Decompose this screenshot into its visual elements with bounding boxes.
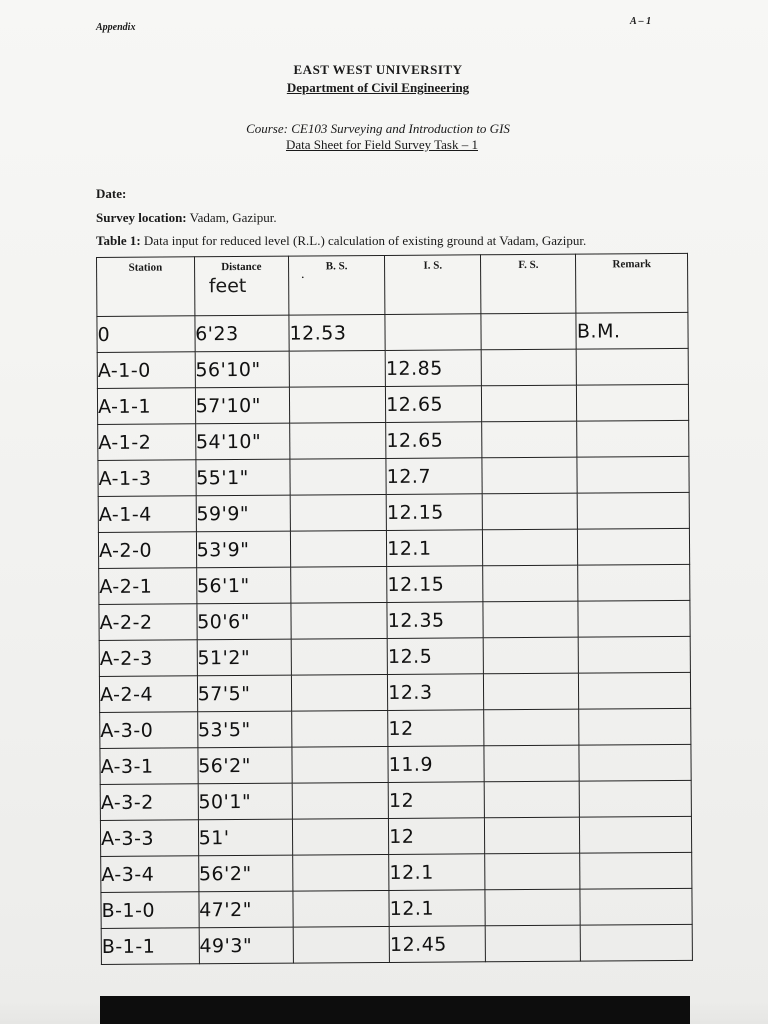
survey-location xyxy=(96,210,277,226)
cell-is xyxy=(387,530,483,567)
appendix-label: Appendix xyxy=(96,22,136,33)
bs-mark: · xyxy=(301,272,305,284)
cell-fs xyxy=(481,349,576,386)
table-row xyxy=(97,384,688,424)
cell-fs xyxy=(482,493,577,530)
cell-distance xyxy=(196,531,291,568)
cell-bs xyxy=(293,890,389,927)
cell-remark xyxy=(578,492,690,529)
cell-is-value: 12.1 xyxy=(389,897,435,920)
cell-distance xyxy=(198,747,293,784)
table-row xyxy=(100,744,691,784)
cell-station xyxy=(98,460,196,497)
cell-bs xyxy=(291,638,387,675)
cell-station xyxy=(99,568,197,605)
cell-station-value: A-2-0 xyxy=(98,539,153,562)
cell-is xyxy=(388,782,484,819)
cell-bs xyxy=(291,602,387,639)
cell-station-value: A-3-2 xyxy=(100,791,154,814)
cell-remark xyxy=(577,384,689,421)
cell-distance xyxy=(195,351,290,388)
cell-remark xyxy=(578,600,690,637)
header-distance-label: Distance xyxy=(221,260,262,274)
cell-station xyxy=(98,532,196,569)
cell-is xyxy=(388,710,484,747)
cell-station xyxy=(98,424,196,461)
cell-distance xyxy=(198,855,293,892)
cell-bs xyxy=(290,422,386,459)
cell-is xyxy=(387,602,483,639)
page-number: A – 1 xyxy=(630,16,652,27)
cell-fs xyxy=(485,817,580,854)
cell-station-value: A-2-2 xyxy=(99,611,153,634)
cell-distance-value: 53'9" xyxy=(196,538,250,561)
cell-bs xyxy=(292,746,388,783)
cell-remark xyxy=(577,348,689,385)
cell-distance-value: 57'10" xyxy=(195,394,262,417)
cell-is xyxy=(386,458,482,495)
cell-bs xyxy=(293,926,389,963)
cell-is xyxy=(388,746,484,783)
cell-remark xyxy=(577,456,689,493)
header-remark xyxy=(576,253,688,313)
cell-station xyxy=(100,784,198,821)
cell-remark xyxy=(579,636,691,673)
cell-fs xyxy=(482,421,577,458)
cell-bs xyxy=(292,818,388,855)
cell-remark xyxy=(578,564,690,601)
header-is xyxy=(385,255,482,315)
cell-remark xyxy=(578,528,690,565)
header-distance xyxy=(194,256,289,316)
cell-station xyxy=(97,316,195,353)
cell-station-value: A-3-1 xyxy=(100,755,154,778)
cell-bs xyxy=(289,350,385,387)
cell-distance-value: 56'2" xyxy=(198,862,252,885)
cell-distance-value: 51'2" xyxy=(197,646,251,669)
survey-location-label: Survey location: xyxy=(96,210,187,225)
cell-is xyxy=(387,566,483,603)
cell-distance-value: 56'10" xyxy=(195,358,261,381)
cell-is-value: 12.3 xyxy=(388,681,433,704)
cell-is-value: 12.7 xyxy=(386,465,432,488)
cell-is xyxy=(389,890,485,927)
cell-station-value: A-1-4 xyxy=(98,503,152,526)
cell-station xyxy=(101,856,199,893)
cell-station xyxy=(100,712,198,749)
header-bs-label: B. S. xyxy=(325,260,348,273)
cell-is-value: 12.65 xyxy=(386,429,444,452)
cell-distance xyxy=(197,639,292,676)
cell-station-value: A-3-4 xyxy=(101,863,155,886)
cell-fs xyxy=(482,385,577,422)
cell-bs xyxy=(291,674,387,711)
cell-remark xyxy=(579,672,691,709)
cell-distance-value: 51' xyxy=(198,826,230,849)
cell-station-value: 0 xyxy=(97,323,111,346)
cell-distance-value: 59'9" xyxy=(196,502,250,525)
cell-bs xyxy=(292,782,388,819)
cell-distance xyxy=(196,459,291,496)
table-row xyxy=(101,924,692,964)
table-caption xyxy=(96,233,586,249)
cell-remark xyxy=(579,708,691,745)
cell-station-value: A-1-2 xyxy=(98,431,152,454)
cell-bs xyxy=(290,458,386,495)
cell-station-value: A-2-1 xyxy=(99,575,153,598)
cell-is-value: 12.1 xyxy=(389,861,434,884)
cell-is xyxy=(387,638,483,675)
cell-distance-value: 50'1" xyxy=(198,790,252,813)
cell-station xyxy=(100,748,198,785)
cell-is-value: 12.65 xyxy=(386,393,444,416)
cell-fs xyxy=(485,853,580,890)
cell-fs xyxy=(484,709,579,746)
cell-bs xyxy=(289,386,385,423)
cell-station xyxy=(99,640,197,677)
cell-distance xyxy=(198,819,293,856)
header-is-label: I. S. xyxy=(423,259,443,272)
cell-fs xyxy=(484,673,579,710)
header-remark-label: Remark xyxy=(612,258,652,271)
cell-is-value: 11.9 xyxy=(388,753,434,776)
cell-distance-value: 56'2" xyxy=(198,754,251,777)
table-row xyxy=(98,492,689,532)
cell-distance xyxy=(197,711,292,748)
cell-fs xyxy=(483,529,578,566)
cell-station xyxy=(99,676,197,713)
cell-distance xyxy=(195,315,290,352)
cell-is xyxy=(386,494,482,531)
cell-distance xyxy=(196,495,291,532)
cell-station-value: A-1-3 xyxy=(98,467,152,490)
table-body xyxy=(97,312,693,964)
cell-is xyxy=(386,422,482,459)
cell-distance xyxy=(195,387,290,424)
cell-distance-value: 55'1" xyxy=(196,466,249,489)
cell-bs xyxy=(290,494,386,531)
cell-station xyxy=(100,820,198,857)
table-row xyxy=(97,348,688,388)
cell-is xyxy=(386,386,482,423)
survey-data-table xyxy=(96,253,693,965)
cell-station xyxy=(101,928,199,965)
cell-distance xyxy=(196,567,291,604)
cell-bs xyxy=(289,314,385,351)
cell-station-value: A-2-3 xyxy=(99,647,153,670)
cell-is-value: 12.35 xyxy=(387,609,445,632)
cell-remark xyxy=(577,420,689,457)
cell-remark xyxy=(580,852,692,889)
cell-is-value: 12.45 xyxy=(389,933,447,956)
cell-distance-value: 57'5" xyxy=(197,682,251,705)
cell-is xyxy=(385,350,481,387)
table-row xyxy=(99,564,690,604)
cell-is-value: 12.5 xyxy=(387,645,433,668)
cell-is xyxy=(389,926,485,963)
table-row xyxy=(101,888,692,928)
cell-fs xyxy=(484,745,579,782)
cell-remark xyxy=(580,816,692,853)
header-station-label: Station xyxy=(128,261,163,274)
cell-fs xyxy=(483,637,578,674)
cell-fs xyxy=(482,457,577,494)
table-row xyxy=(99,672,690,712)
table-caption-label: Table 1: xyxy=(96,233,141,248)
cell-fs xyxy=(481,313,576,350)
cell-distance-value: 47'2" xyxy=(199,898,252,921)
table-row xyxy=(99,600,690,640)
cell-remark-value: B.M. xyxy=(576,319,621,343)
cell-remark xyxy=(579,744,691,781)
distance-unit: feet xyxy=(208,274,247,298)
cell-station xyxy=(99,604,197,641)
cell-station-value: B-1-0 xyxy=(101,899,156,922)
table-caption-text: Data input for reduced level (R.L.) calculation of existing ground at Vadam, Gazipur. xyxy=(143,233,587,248)
bottom-edge-shadow xyxy=(100,996,690,1024)
cell-station xyxy=(97,352,195,389)
course-title: Course: CE103 Surveying and Introduction to GIS xyxy=(246,121,510,136)
cell-is-value: 12.15 xyxy=(386,501,444,524)
cell-is xyxy=(385,314,481,351)
cell-station-value: A-2-4 xyxy=(99,683,154,706)
cell-is-value: 12 xyxy=(388,789,415,812)
cell-is-value: 12 xyxy=(389,825,415,848)
cell-distance xyxy=(198,783,293,820)
cell-remark xyxy=(580,888,692,925)
cell-distance-value: 53'5" xyxy=(197,718,251,741)
table-row xyxy=(98,420,689,460)
cell-bs xyxy=(291,566,387,603)
cell-distance xyxy=(199,891,294,928)
header-fs-label: F. S. xyxy=(518,258,539,272)
cell-distance xyxy=(195,423,290,460)
table-row xyxy=(97,312,688,352)
cell-fs xyxy=(485,889,580,926)
survey-location-value: Vadam, Gazipur. xyxy=(189,210,277,225)
cell-station-value: A-3-3 xyxy=(100,827,155,850)
university-name: EAST WEST UNIVERSITY xyxy=(293,62,463,77)
cell-remark xyxy=(581,924,693,961)
sheet-title: Data Sheet for Field Survey Task – 1 xyxy=(285,137,478,152)
table-row xyxy=(98,456,689,496)
cell-distance xyxy=(197,675,292,712)
header-fs xyxy=(481,254,577,314)
cell-distance-value: 54'10" xyxy=(195,430,262,453)
cell-is-value: 12 xyxy=(388,717,414,740)
cell-is-value: 12.1 xyxy=(387,537,432,560)
table-row xyxy=(100,708,691,748)
cell-distance-value: 56'1" xyxy=(196,574,250,597)
header-bs xyxy=(288,255,385,315)
cell-is xyxy=(389,854,485,891)
table-header-row xyxy=(97,253,688,316)
table-row xyxy=(99,636,690,676)
cell-bs xyxy=(292,710,388,747)
cell-station-value: A-1-0 xyxy=(97,359,151,382)
cell-distance-value: 49'3" xyxy=(199,934,253,957)
cell-fs xyxy=(483,601,578,638)
cell-station xyxy=(97,388,195,425)
cell-distance xyxy=(199,927,294,964)
cell-bs xyxy=(290,530,386,567)
date-label: Date: xyxy=(96,186,127,201)
department-name: Department of Civil Engineering xyxy=(286,80,470,95)
table-row xyxy=(100,816,691,856)
cell-distance xyxy=(197,603,292,640)
cell-is xyxy=(388,674,484,711)
cell-bs-value: 12.53 xyxy=(289,321,347,345)
cell-is-value: 12.15 xyxy=(387,573,445,596)
cell-is-value: 12.85 xyxy=(385,357,443,380)
table-row xyxy=(101,852,692,892)
cell-station-value: A-3-0 xyxy=(100,719,154,742)
cell-station-value: A-1-1 xyxy=(97,395,152,418)
cell-distance-value: 6'23 xyxy=(195,322,239,345)
cell-fs xyxy=(484,781,579,818)
cell-remark xyxy=(580,780,692,817)
cell-fs xyxy=(485,925,580,962)
table-row xyxy=(100,780,691,820)
table-row xyxy=(98,528,689,568)
cell-fs xyxy=(483,565,578,602)
cell-is xyxy=(389,818,485,855)
cell-station xyxy=(101,892,199,929)
cell-remark xyxy=(576,312,688,349)
header-station xyxy=(97,257,195,317)
cell-distance-value: 50'6" xyxy=(197,610,250,633)
cell-station xyxy=(98,496,196,533)
cell-bs xyxy=(293,854,389,891)
cell-station-value: B-1-1 xyxy=(101,935,156,958)
